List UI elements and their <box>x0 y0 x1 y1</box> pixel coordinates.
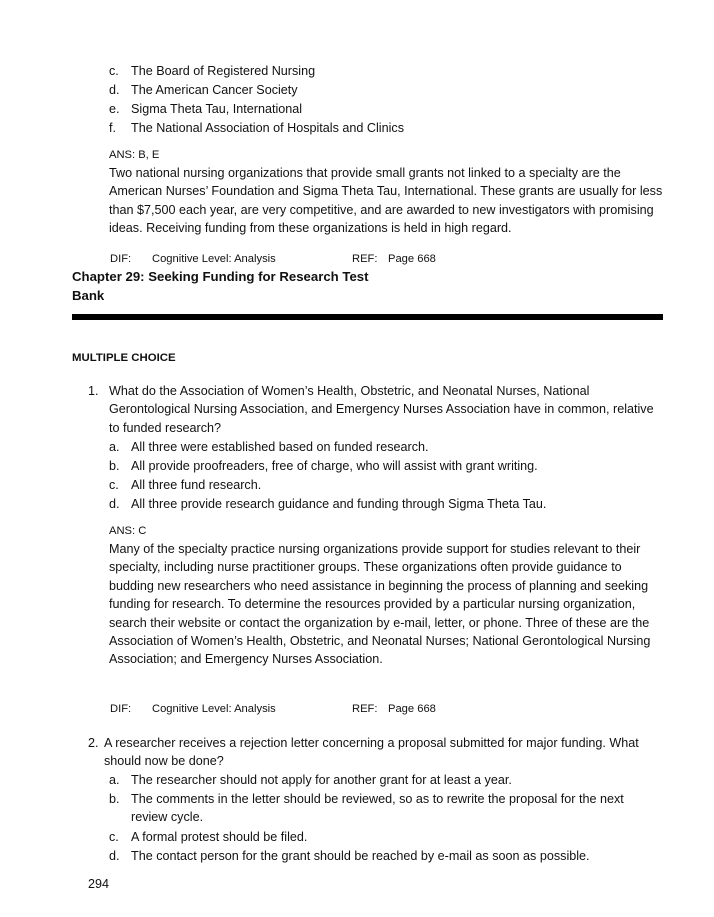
option-letter: d. <box>109 849 120 863</box>
option-text: All three were established based on funded research. <box>131 440 429 454</box>
option-letter: b. <box>109 792 120 806</box>
option-letter: c. <box>109 64 119 78</box>
option-text: The comments in the letter should be reviewed, so as to rewrite the proposal for the next review cycle. <box>131 792 624 825</box>
q1-answer: ANS: C <box>109 525 147 537</box>
prev-option-f <box>109 119 404 137</box>
option-text: All three provide research guidance and funding through Sigma Theta Tau. <box>131 497 547 511</box>
option-text: The American Cancer Society <box>131 83 298 97</box>
option-letter: d. <box>109 497 120 511</box>
question-1-number: 1. <box>88 384 99 398</box>
prev-answer: ANS: B, E <box>109 149 160 161</box>
option-text: The National Association of Hospitals and Clinics <box>131 121 405 135</box>
page-number: 294 <box>88 877 110 891</box>
q1-meta <box>110 700 436 718</box>
q1-option-c <box>109 476 261 494</box>
question-2-number: 2. <box>88 736 99 750</box>
option-text: All provide proofreaders, free of charge, who will assist with grant writing. <box>131 459 538 473</box>
option-letter: c. <box>109 830 119 844</box>
option-letter: c. <box>109 478 119 492</box>
option-letter: e. <box>109 102 120 116</box>
prev-option-d <box>109 81 298 99</box>
prev-option-c <box>109 62 315 80</box>
ref-label: REF: <box>352 703 378 715</box>
option-text: The Board of Registered Nursing <box>131 64 316 78</box>
option-letter: d. <box>109 83 120 97</box>
chapter-title-line1: Chapter 29: Seeking Funding for Research Test <box>72 269 369 284</box>
q2-option-b <box>109 790 649 827</box>
option-letter: b. <box>109 459 120 473</box>
chapter-title-line2: Bank <box>72 288 105 303</box>
dif-value: Cognitive Level: Analysis <box>152 253 276 265</box>
question-2-stem: A researcher receives a rejection letter concerning a proposal submitted for major funding. What should now be done? <box>104 736 639 769</box>
prev-option-e <box>109 100 302 118</box>
q2-option-d <box>109 847 590 865</box>
q1-option-d <box>109 495 546 513</box>
option-text: All three fund research. <box>131 478 262 492</box>
prev-meta <box>110 250 436 268</box>
q2-option-a <box>109 771 512 789</box>
q1-option-b <box>109 457 538 475</box>
ref-value: Page 668 <box>388 253 436 265</box>
chapter-divider <box>72 314 663 320</box>
q1-rationale: Many of the specialty practice nursing organizations provide support for studies relevant to their specialty, including nurse practitioner groups. These organizations often provide guidance to budding new researchers who need assistance in beginning the process of planning and seeking funding for research. To determine the resources provided by a particular nursing organization, search their website or contact the organization by e-mail, letter, or phone. Three of these are the Association of Women’s Health, Obstetric, and Neonatal Nurses; National Gerontological Nursing Association; and Emergency Nurses Association. <box>109 542 651 667</box>
ref-value: Page 668 <box>388 703 436 715</box>
dif-label: DIF: <box>110 703 132 715</box>
q2-option-c <box>109 828 307 846</box>
question-1-stem: What do the Association of Women’s Health, Obstetric, and Neonatal Nurses, National Gerontological Nursing Association, and Emergency Nurses Association have in common, relative to funded research? <box>109 384 654 435</box>
option-text: The researcher should not apply for another grant for at least a year. <box>131 773 512 787</box>
option-letter: a. <box>109 440 120 454</box>
option-text: A formal protest should be filed. <box>131 830 308 844</box>
dif-label: DIF: <box>110 253 132 265</box>
section-label: MULTIPLE CHOICE <box>72 352 176 364</box>
q1-option-a <box>109 438 429 456</box>
dif-value: Cognitive Level: Analysis <box>152 703 276 715</box>
prev-rationale: Two national nursing organizations that provide small grants not linked to a specialty are the American Nurses’ Foundation and Sigma Theta Tau, International. These grants are usually for less than $7,500 each year, are very competitive, and are awarded to new investigators with promising ideas. Receiving funding from these organizations is held in high regard. <box>109 166 663 236</box>
ref-label: REF: <box>352 253 378 265</box>
option-text: Sigma Theta Tau, International <box>131 102 303 116</box>
option-letter: f. <box>109 121 116 135</box>
option-letter: a. <box>109 773 120 787</box>
option-text: The contact person for the grant should be reached by e-mail as soon as possible. <box>131 849 590 863</box>
